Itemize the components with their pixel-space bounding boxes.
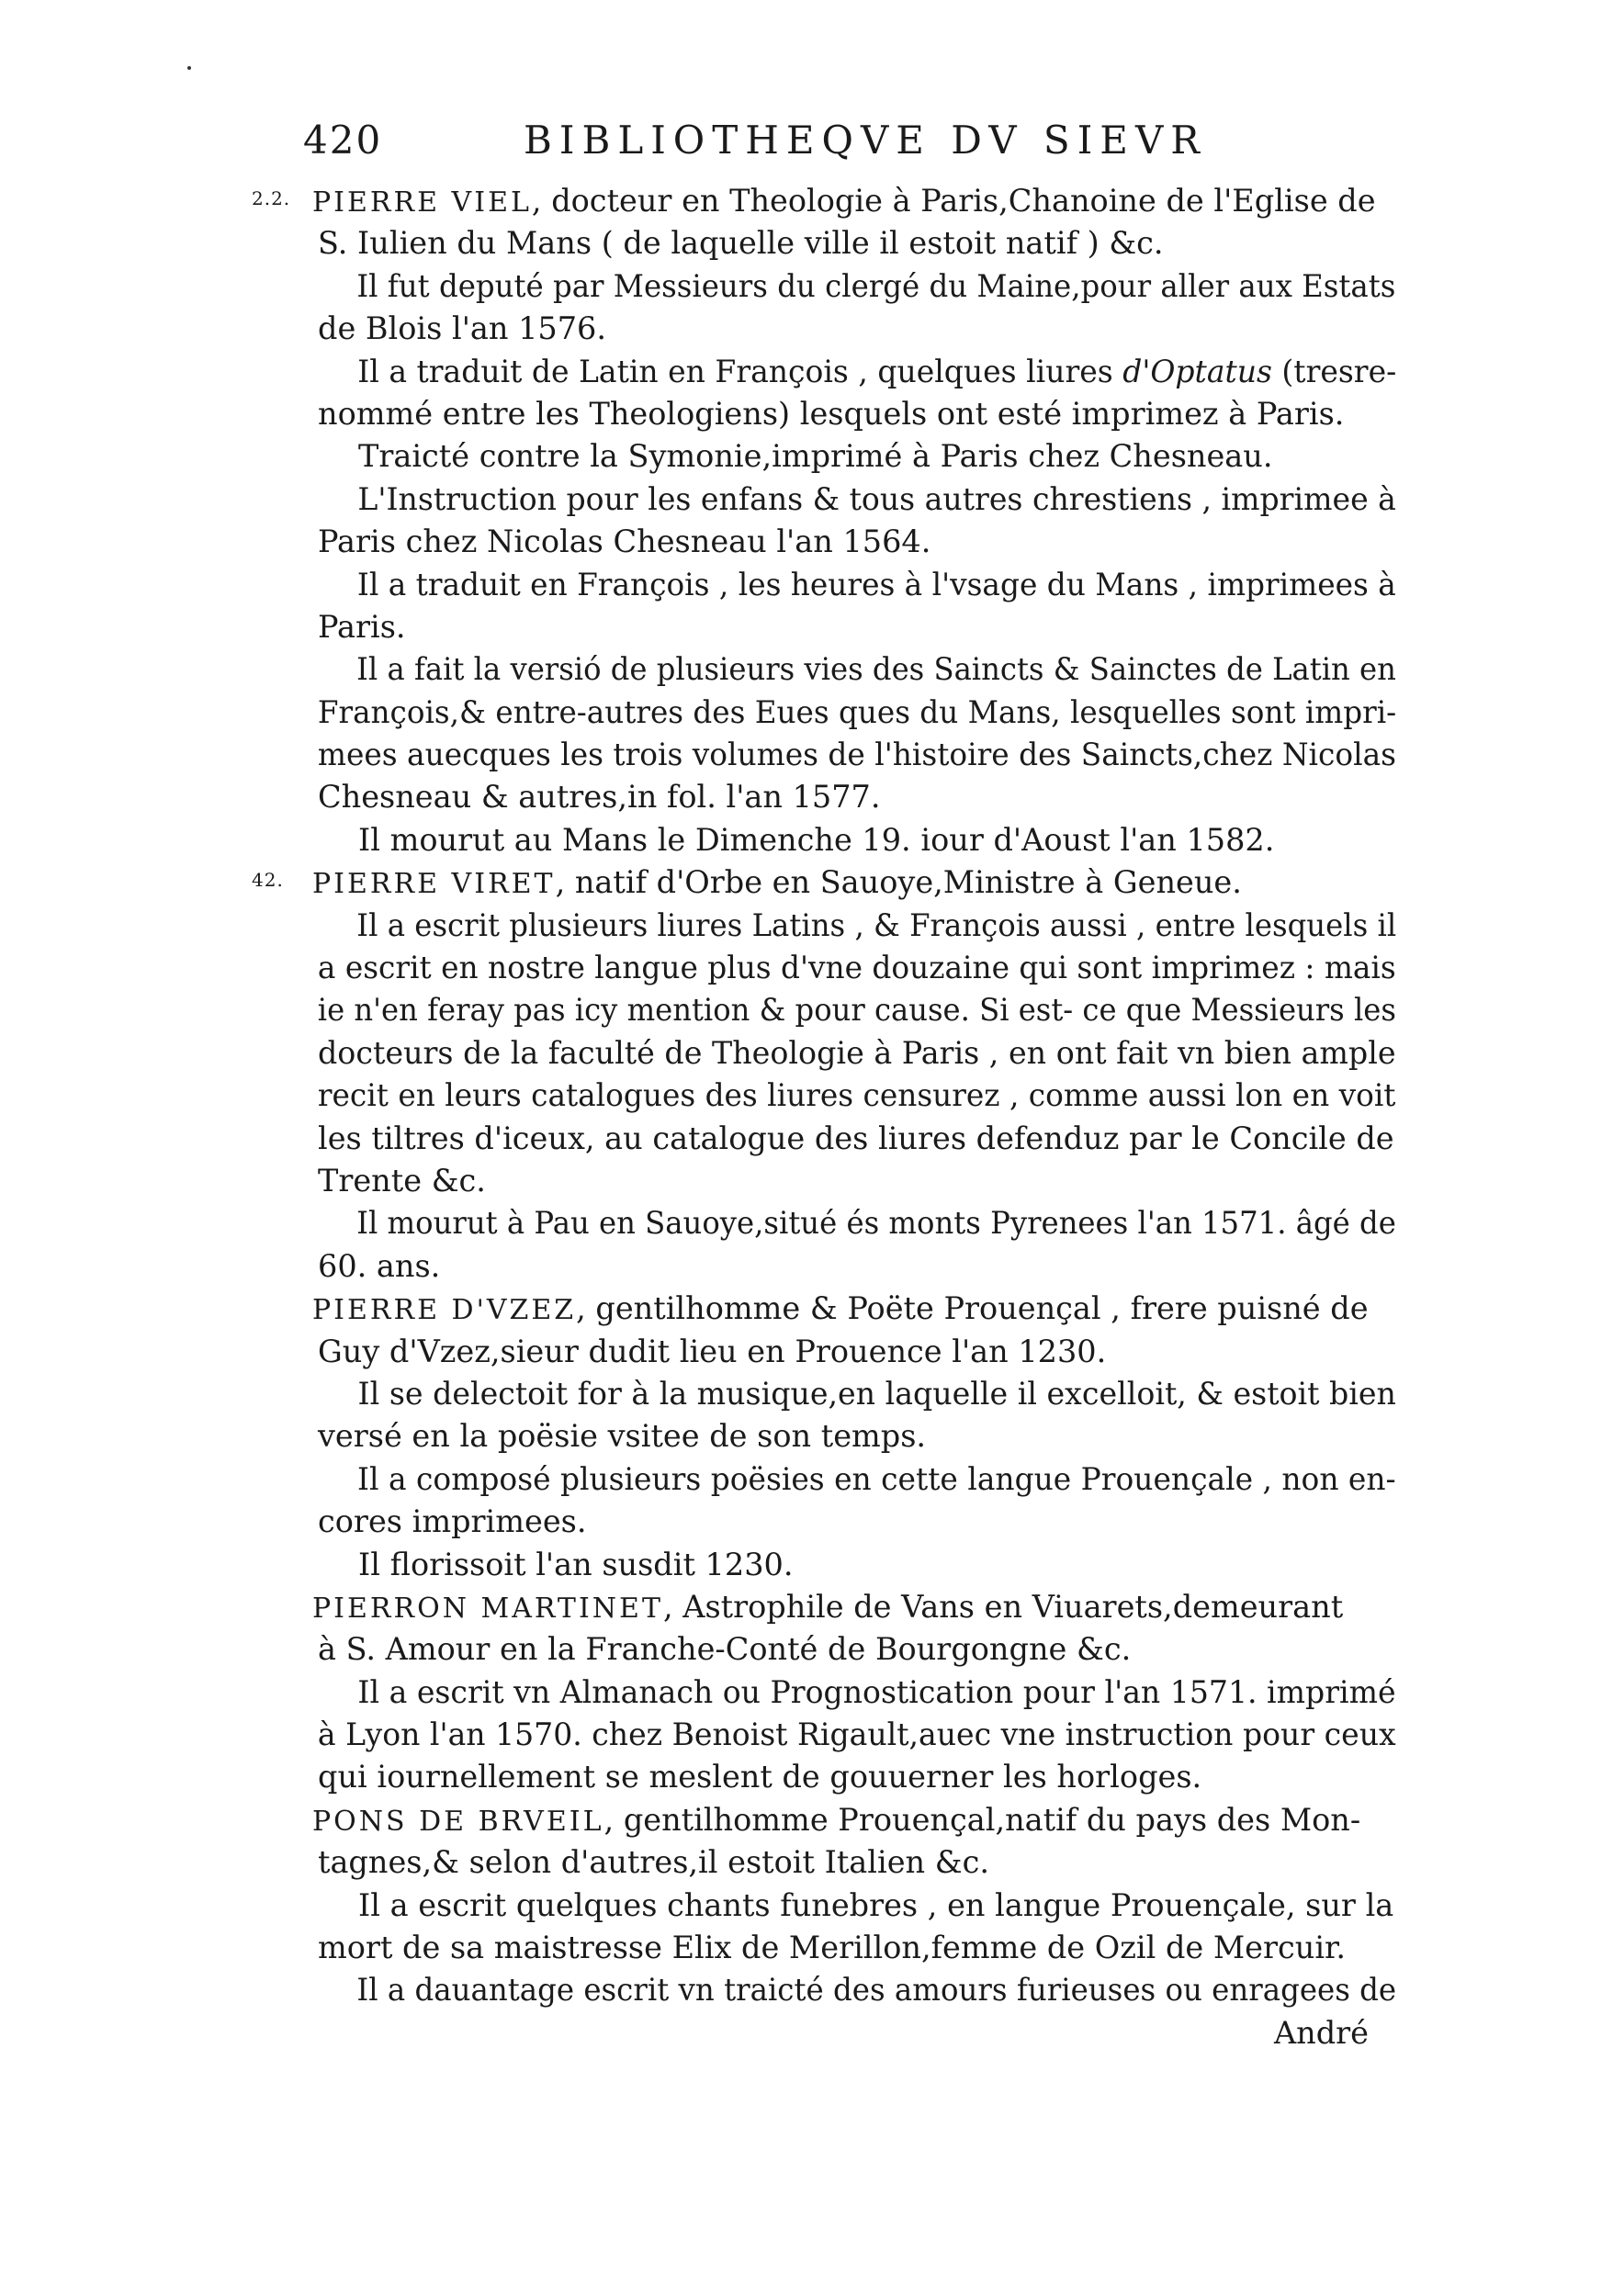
entry-pierre-viel bbox=[252, 180, 1397, 861]
entry-line: Chesneau & autres,in fol. l'an 1577. bbox=[318, 779, 881, 816]
entry-line: Il a escrit vn Almanach ou Prognostication pour l'an 1571. imprimé bbox=[357, 1673, 1396, 1710]
entry-line: tagnes,& selon d'autres,il estoit Italien &c. bbox=[318, 1844, 989, 1881]
entry-heading: PIERRON MARTINET bbox=[312, 1592, 663, 1625]
entry-line: 60. ans. bbox=[318, 1247, 441, 1284]
entry-line: versé en la poësie vsitee de son temps. bbox=[318, 1418, 927, 1455]
entry-line: Paris chez Nicolas Chesneau l'an 1564. bbox=[318, 523, 931, 560]
entry-line: Paris. bbox=[318, 608, 406, 645]
entry-line: Il a composé plusieurs poësies en cette langue Prouençale , non en- bbox=[357, 1460, 1396, 1497]
entry-line: Il a fait la versió de plusieurs vies des Saincts & Sainctes de Latin en bbox=[356, 651, 1396, 688]
entry-line: S. Iulien du Mans ( de laquelle ville il estoit natif ) &c. bbox=[318, 225, 1164, 262]
entry-line: qui iournellement se meslent de gouuerner les horloges. bbox=[318, 1759, 1202, 1795]
entry-line: PONS DE BRVEIL, gentilhomme Prouençal,natif du pays des Mon- bbox=[312, 1801, 1361, 1838]
running-title: BIBLIOTHEQVE DV SIEVR bbox=[524, 118, 1207, 163]
entry-line: François,& entre-autres des Eues ques du Mans, lesquelles sont impri- bbox=[317, 693, 1397, 730]
entry-line: les tiltres d'iceux, au catalogue des liures defenduz par le Concile de bbox=[318, 1120, 1394, 1156]
entry-line: Il a escrit quelques chants funebres , en langue Prouençale, sur la bbox=[358, 1886, 1394, 1923]
ink-speck bbox=[187, 66, 191, 70]
entry-heading: PIERRE VIEL bbox=[312, 186, 532, 219]
entry-line: Il a traduit en François , les heures à l'vsage du Mans , imprimees à bbox=[356, 566, 1396, 602]
entry-line: Trente &c. bbox=[318, 1162, 486, 1199]
entry-line: à S. Amour en la Franche-Conté de Bourgongne &c. bbox=[318, 1631, 1132, 1668]
entry-line: de Blois l'an 1576. bbox=[318, 310, 606, 347]
entry-line: mort de sa maistresse Elix de Merillon,femme de Ozil de Mercuir. bbox=[318, 1930, 1347, 1966]
entry-line: Traicté contre la Symonie,imprimé à Paris chez Chesneau. bbox=[358, 438, 1273, 475]
entry-line: Il a traduit de Latin en François , quelques liures d'Optatus (tresre- bbox=[357, 353, 1397, 389]
entry-line: Il a escrit plusieurs liures Latins , & François aussi , entre lesquels il bbox=[356, 906, 1397, 943]
entry-line: PIERRON MARTINET, Astrophile de Vans en Viuarets,demeurant bbox=[312, 1588, 1344, 1625]
entry-line: Guy d'Vzez,sieur dudit lieu en Prouence l'an 1230. bbox=[318, 1333, 1107, 1369]
entry-line: ie n'en feray pas icy mention & pour cause. Si est- ce que Messieurs les bbox=[317, 992, 1396, 1029]
entry-heading: PIERRE D'VZEZ bbox=[312, 1294, 577, 1327]
page-header bbox=[303, 118, 1387, 173]
entry-pierre-dvzez bbox=[312, 1288, 1396, 1586]
folio-number: 420 bbox=[303, 118, 383, 163]
entry-line: docteurs de la faculté de Theologie à Paris , en ont fait vn bien ample bbox=[317, 1034, 1396, 1071]
entry-line: Il se delectoit for à la musique,en laquelle il excelloit, & estoit bien bbox=[357, 1375, 1396, 1412]
entry-line: Il a dauantage escrit vn traicté des amours furieuses ou enragees de bbox=[356, 1972, 1397, 2009]
entry-pierre-viret bbox=[252, 861, 1397, 1288]
entry-line: mees auecques les trois volumes de l'histoire des Saincts,chez Nicolas bbox=[317, 737, 1397, 773]
entry-line: Il florissoit l'an susdit 1230. bbox=[358, 1546, 794, 1582]
margin-marker: 42. bbox=[252, 869, 284, 892]
entry-line: PIERRE D'VZEZ, gentilhomme & Poëte Prouençal , frere puisné de bbox=[312, 1290, 1369, 1327]
entry-line: PIERRE VIEL, docteur en Theologie à Paris,Chanoine de l'Eglise de bbox=[312, 183, 1376, 219]
entry-line: à Lyon l'an 1570. chez Benoist Rigault,auec vne instruction pour ceux bbox=[317, 1716, 1396, 1753]
entry-line: recit en leurs catalogues des liures censurez , comme aussi lon en voit bbox=[317, 1077, 1396, 1114]
entry-line: cores imprimees. bbox=[318, 1503, 587, 1540]
catchword: André bbox=[1273, 2014, 1369, 2051]
entry-line: a escrit en nostre langue plus d'vne douzaine qui sont imprimez : mais bbox=[317, 950, 1396, 986]
entry-line: nommé entre les Theologiens) lesquels ont esté imprimez à Paris. bbox=[318, 395, 1345, 432]
entry-line: Il fut deputé par Messieurs du clergé du Maine,pour aller aux Estats bbox=[356, 267, 1396, 304]
entry-pierron-martinet bbox=[312, 1586, 1396, 1799]
entry-line: Il mourut à Pau en Sauoye,situé és monts Pyrenees l'an 1571. âgé de bbox=[356, 1205, 1396, 1242]
entry-line: Il mourut au Mans le Dimenche 19. iour d'Aoust l'an 1582. bbox=[358, 821, 1275, 858]
entry-heading: PONS DE BRVEIL bbox=[312, 1805, 604, 1838]
entry-line: PIERRE VIRET, natif d'Orbe en Sauoye,Ministre à Geneue. bbox=[312, 864, 1242, 901]
entry-pons-de-brveil bbox=[312, 1799, 1396, 2012]
body-text bbox=[252, 180, 1397, 2054]
margin-marker: 2.2. bbox=[252, 187, 291, 209]
entry-line: L'Instruction pour les enfans & tous autres chrestiens , imprimee à bbox=[357, 480, 1396, 517]
entry-heading: PIERRE VIRET bbox=[312, 868, 556, 901]
